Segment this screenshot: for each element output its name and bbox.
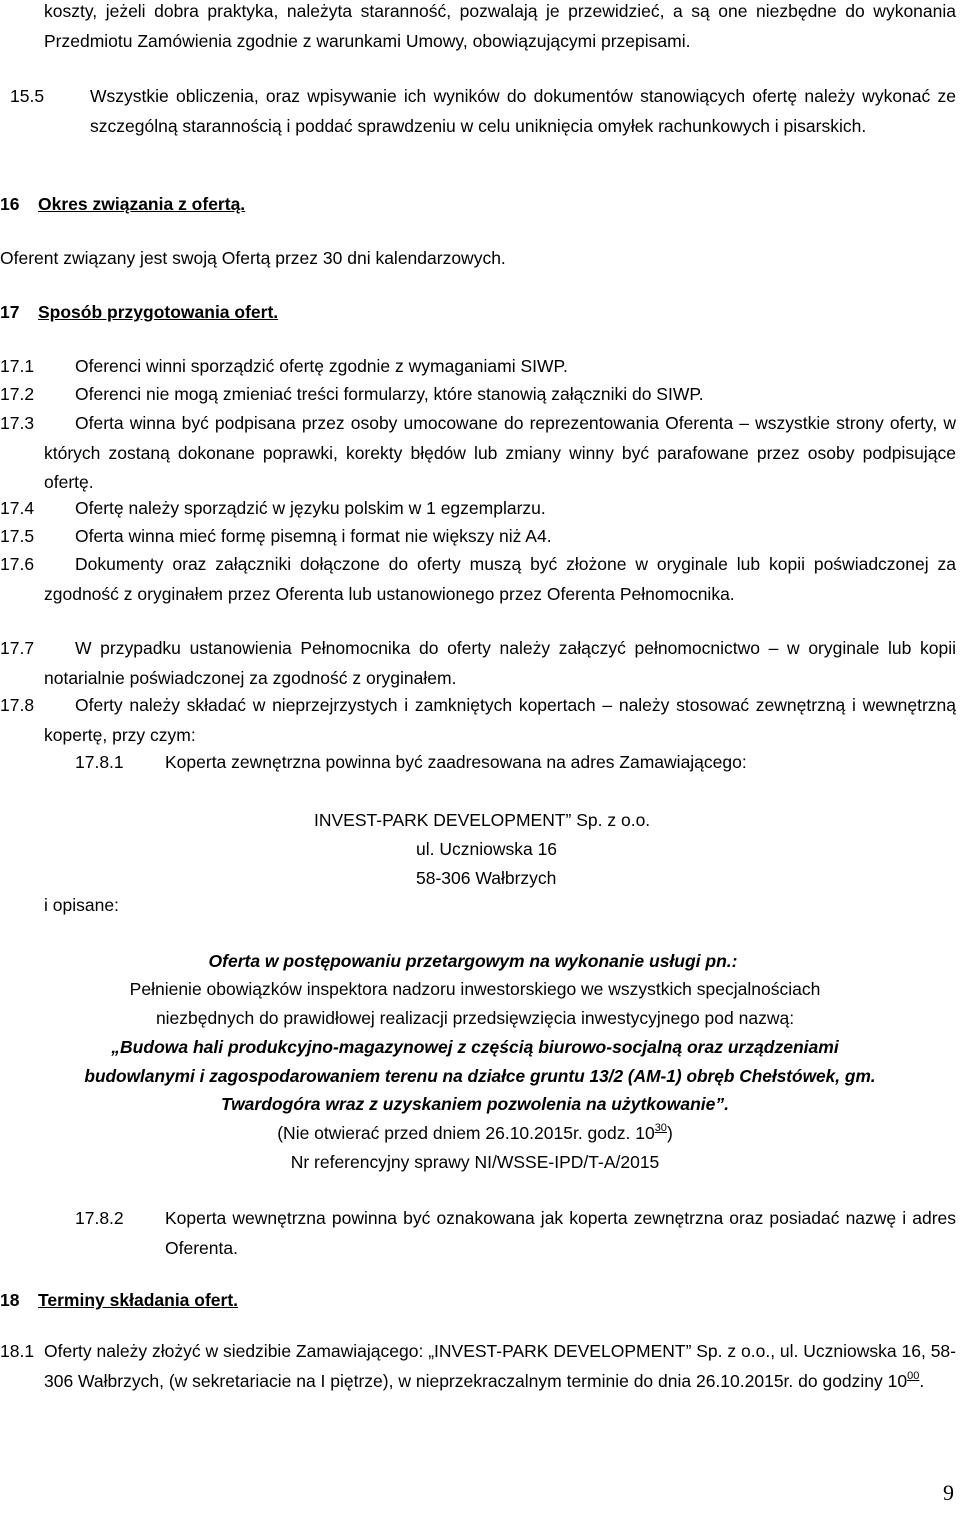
page-number: 9	[943, 1480, 954, 1505]
item-17-3	[0, 409, 956, 498]
section-16-text	[0, 244, 956, 274]
item-text	[44, 1337, 956, 1396]
item-17-2	[0, 380, 956, 410]
envelope-do-not-open	[0, 1119, 950, 1149]
item-number: 18.1	[0, 1341, 35, 1361]
item-text: Oferenci nie mogą zmieniać treści formularzy, które stanowią załączniki do SIWP.	[75, 384, 704, 404]
item-text: Dokumenty oraz załączniki dołączone do oferty muszą być złożone w oryginale lub kopii poświadczonej za zgodność z oryginałem przez Oferenta lub ustanowionego przez Oferenta Pełnomocnika.	[44, 554, 956, 604]
section-title: Sposób przygotowania ofert.	[38, 302, 279, 322]
item-text: Oferty należy składać w nieprzejrzystych i zamkniętych kopertach – należy stosować zewnętrzną i wewnętrzną kopertę, przy czym:	[44, 695, 956, 745]
item-18-1	[0, 1337, 956, 1396]
item-number: 17.2	[0, 384, 35, 404]
section-number: 16	[0, 194, 20, 214]
item-text: Ofertę należy sporządzić w języku polskim w 1 egzemplarzu.	[75, 498, 546, 518]
paragraph-costs: koszty, jeżeli dobra praktyka, należyta staranność, pozwalają je przewidzieć, a są one niezbędne do wykonania Przedmiotu Zamówienia zgodnie z warunkami Umowy, obowiązującymi przepisami.	[44, 1, 956, 51]
item-text: Oferta winna mieć formę pisemną i format nie większy niż A4.	[75, 526, 552, 546]
item-17-6	[0, 550, 956, 609]
described-label: i opisane:	[44, 895, 119, 915]
envelope-reference: Nr referencyjny sprawy NI/WSSE-IPD/T-A/2015	[290, 1152, 660, 1172]
paragraph-text: Wszystkie obliczenia, oraz wpisywanie ich wyników do dokumentów stanowiących ofertę należy wykonać ze szczególną starannością i poddać sprawdzeniu w celu uniknięcia omyłek rachunkowych i pisarskich.	[90, 86, 956, 136]
item-number: 17.5	[0, 526, 35, 546]
item-number: 17.1	[0, 356, 35, 376]
subitem-text: Koperta zewnętrzna powinna być zaadresowana na adres Zamawiającego:	[165, 752, 747, 772]
envelope-line-1: Pełnienie obowiązków inspektora nadzoru inwestorskiego we wszystkich specjalnościach	[129, 979, 821, 999]
item-text: Oferta winna być podpisana przez osoby umocowane do reprezentowania Oferenta – wszystkie strony oferty, w których zostaną dokonane poprawki, korekty błędów lub zmiany winny być parafowane przez osoby podpisujące ofertę.	[44, 413, 956, 492]
time-minutes: 00	[907, 1369, 920, 1382]
item-text-end: .	[919, 1370, 925, 1391]
envelope-line-2: niezbędnych do prawidłowej realizacji przedsięwzięcia inwestycyjnego pod nazwą:	[155, 1008, 795, 1028]
paragraph-number: 15.5	[10, 86, 45, 106]
paragraph-15-5	[0, 82, 956, 141]
section-number: 18	[0, 1290, 20, 1310]
item-number: 17.6	[0, 554, 35, 574]
time-minutes: 30	[654, 1122, 667, 1134]
section-heading-17	[0, 298, 278, 328]
section-heading-18	[0, 1286, 238, 1316]
item-text-body: Oferty należy złożyć w siedzibie Zamawiającego: „INVEST-PARK DEVELOPMENT” Sp. z o.o., ul. Uczniowska 16, 58-306 Wałbrzych, (w sekretariacie na I piętrze), w nieprzekraczalnym terminie do dnia 26.10.2015r. do godziny 10	[44, 1341, 956, 1391]
envelope-project-line-1: „Budowa hali produkcyjno-magazynowej z częścią biurowo-socjalną oraz urządzeniami	[111, 1037, 839, 1057]
address-company: INVEST-PARK DEVELOPMENT” Sp. z o.o.	[314, 810, 651, 830]
subitem-number: 17.8.1	[75, 752, 124, 772]
envelope-project-line-3: Twardogóra wraz z uzyskaniem pozwolenia na użytkowanie”.	[221, 1094, 729, 1114]
item-17-4	[0, 494, 956, 524]
item-17-5	[0, 522, 956, 552]
item-number: 17.4	[0, 498, 35, 518]
item-number: 17.7	[0, 638, 35, 658]
subitem-number: 17.8.2	[75, 1208, 124, 1228]
address-city: 58-306 Wałbrzych	[416, 868, 557, 888]
address-block	[314, 806, 734, 888]
item-17-7	[0, 634, 956, 693]
envelope-heading: Oferta w postępowaniu przetargowym na wykonanie usługi pn.:	[208, 951, 738, 971]
section-title: Terminy składania ofert.	[38, 1290, 239, 1310]
section-number: 17	[0, 302, 20, 322]
item-text: W przypadku ustanowienia Pełnomocnika do oferty należy załączyć pełnomocnictwo – w oryginale lub kopii notarialnie poświadczonej za zgodność z oryginałem.	[44, 638, 956, 688]
subitem-17-8-2	[75, 1204, 956, 1263]
item-17-1	[0, 352, 956, 382]
section-text: Oferent związany jest swoją Ofertą przez 30 dni kalendarzowych.	[0, 248, 506, 268]
envelope-project-line-2: budowlanymi i zagospodarowaniem terenu na działce gruntu 13/2 (AM-1) obręb Chełstówek, gm.	[84, 1066, 876, 1086]
do-not-open-text: (Nie otwierać przed dniem 26.10.2015r. godz. 10	[277, 1123, 655, 1143]
subitem-text: Koperta wewnętrzna powinna być oznakowana jak koperta zewnętrzna oraz posiadać nazwę i adres Oferenta.	[165, 1208, 956, 1258]
address-street: ul. Uczniowska 16	[416, 839, 558, 859]
section-title: Okres związania z ofertą.	[38, 194, 246, 214]
item-number: 17.3	[0, 413, 35, 433]
do-not-open-close: )	[666, 1123, 673, 1143]
section-heading-16	[0, 190, 245, 220]
item-text: Oferenci winni sporządzić ofertę zgodnie z wymaganiami SIWP.	[75, 356, 568, 376]
item-17-8	[0, 691, 956, 750]
item-number: 17.8	[0, 695, 35, 715]
subitem-17-8-1	[75, 748, 956, 778]
